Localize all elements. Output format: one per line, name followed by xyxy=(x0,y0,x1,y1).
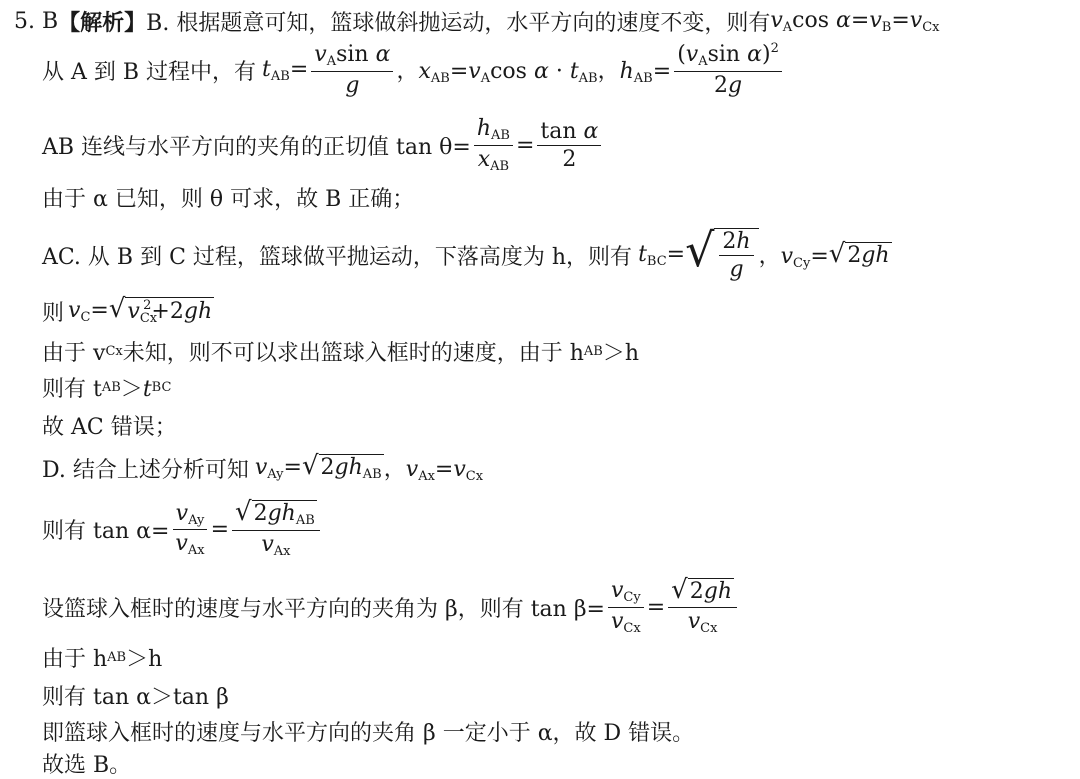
line-10-text: D. 结合上述分析可知 xyxy=(42,457,249,483)
formula-tab: $t_{AB}=$ xyxy=(262,56,309,84)
sqrt-2h-over-g: √ $\frac{2h}{g}$ xyxy=(685,228,758,283)
line-16-text: 故选 B。 xyxy=(42,753,132,778)
fraction-hab: $\frac{(v_A\sin \alpha)^2}{2g}$ xyxy=(674,42,782,98)
line-2: 从 A 到 B 过程中，有 $t_{AB}=$ $\frac{v_A\sin \alpha}{g}$ ，$x_{AB}=v_A\cos$ $\alpha \cdot t_{AB}$，$h_{AB}=$ $\frac{(v_A\sin \alpha)^2}{2g}$ xyxy=(42,42,785,98)
sqrt-2gh: √ 2gh xyxy=(828,239,890,270)
line-8: 则有 t AB ＞t BC xyxy=(42,377,172,402)
line-2-text: 从 A 到 B 过程中，有 xyxy=(42,59,257,85)
question-number: 5. B xyxy=(14,9,59,34)
fraction-tab: $\frac{v_A\sin \alpha}{g}$ xyxy=(311,42,393,98)
line-1 xyxy=(14,6,939,37)
fraction-hab-xab: $\frac{h_{AB}}{x_{AB}}$ xyxy=(474,116,513,175)
line-14-text: 则有 tan α＞tan β xyxy=(42,685,229,710)
line-3-text: AB 连线与水平方向的夹角的正切值 tan θ= xyxy=(42,134,471,160)
line-12-text: 设篮球入框时的速度与水平方向的夹角为 β，则有 tan β= xyxy=(42,596,605,622)
line-16 xyxy=(42,748,131,779)
line-11: 则有 tan α= $\frac{v_{Ay}}{v_{Ax}}$ = √ $2gh_{AB}$ $v_{Ax}$ xyxy=(42,500,323,560)
fraction-tan-alpha-2: $\frac{\text{tan α}}{2}$ xyxy=(537,119,601,173)
line-13: 由于 h AB ＞h xyxy=(42,647,163,672)
line-6-text: 则 xyxy=(42,301,65,326)
line-12: 设篮球入框时的速度与水平方向的夹角为 β，则有 tan β= $\frac{v_{Cy}}{v_{Cx}}$ = √ 2gh $v_{Cx}$ xyxy=(42,578,740,637)
sqrt-vc: √ $v_{Cx}^2+2gh$ xyxy=(108,294,213,326)
line-3: AB 连线与水平方向的夹角的正切值 tan θ= $\frac{h_{AB}}{x_{AB}}$ = $\frac{\text{tan α}}{2}$ xyxy=(42,116,604,175)
sqrt-2ghab: √ $2gh_{AB}$ xyxy=(301,451,382,482)
line-6: 则 $v_C=$ √ $v_{Cx}^2+2gh$ xyxy=(42,294,213,326)
line-11-text: 则有 tan α= xyxy=(42,519,170,545)
line-5-text: AC. 从 B 到 C 过程，篮球做平抛运动，下落高度为 h，则有 xyxy=(42,244,633,270)
line-5: AC. 从 B 到 C 过程，篮球做平抛运动，下落高度为 h，则有 $t_{BC}=$ √ $\frac{2h}{g}$ ，$v_{Cy}=$ √ 2gh xyxy=(42,223,890,283)
line-15 xyxy=(42,716,694,747)
line-9-text: 故 AC 错误； xyxy=(42,415,177,440)
line-7: 由于 v Cx 未知，则不可以求出篮球入框时的速度，由于 h AB ＞h xyxy=(42,341,640,366)
line-4 xyxy=(42,182,414,213)
analysis-label: 【解析】 xyxy=(58,10,147,36)
line-15-text: 即篮球入框时的速度与水平方向的夹角 β 一定小于 α，故 D 错误。 xyxy=(42,721,695,746)
line-1-text: B. 根据题意可知，篮球做斜抛运动，水平方向的速度不变，则有 xyxy=(146,11,771,36)
formula-velocity-horizontal: $v_A\cos$ $\alpha=v_B=v_{Cx}$ xyxy=(770,8,940,35)
line-14 xyxy=(42,680,229,711)
line-9 xyxy=(42,410,177,441)
line-4-text: 由于 α 已知，则 θ 可求，故 B 正确； xyxy=(42,187,415,212)
line-10: D. 结合上述分析可知 $v_{Ay}=$ √ $2gh_{AB}$ ，$v_{Ax}=v_{Cx}$ xyxy=(42,451,484,484)
